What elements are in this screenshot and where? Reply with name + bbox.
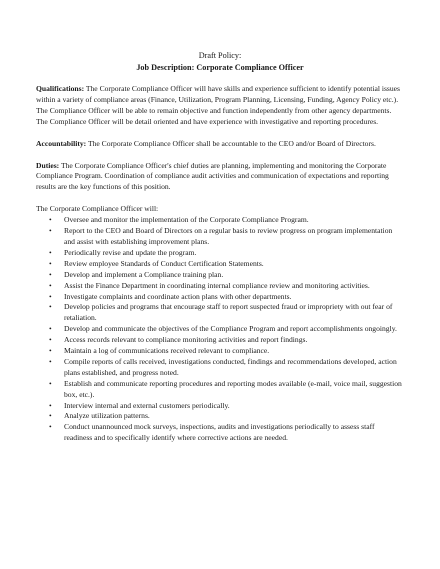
qualifications-section	[36, 84, 404, 128]
list-item-text: Investigate complaints and coordinate action plans with other departments.	[64, 291, 292, 301]
bullet-icon: •	[49, 422, 52, 432]
list-item	[36, 346, 404, 357]
list-item	[36, 422, 404, 444]
bullet-icon: •	[49, 411, 52, 421]
qualifications-label: Qualifications:	[36, 84, 85, 93]
bullet-icon: •	[49, 215, 52, 225]
list-item-text: Analyze utilization patterns.	[64, 411, 150, 421]
duties-section	[36, 161, 404, 194]
accountability-label: Accountability:	[36, 138, 87, 148]
bullet-icon: •	[49, 280, 52, 290]
list-item-text: Develop and implement a Compliance training plan.	[64, 269, 224, 279]
bullet-icon: •	[49, 269, 52, 279]
list-item	[36, 335, 404, 346]
duties-list-intro: The Corporate Compliance Officer will:	[36, 204, 159, 214]
bullet-icon: •	[49, 291, 52, 301]
bullet-icon: •	[49, 302, 52, 312]
list-item-text: Maintain a log of communications received relevant to compliance.	[64, 346, 270, 356]
duties-text: The Corporate Compliance Officer's chief duties are planning, implementing and monitoring the Corporate Compliance Program. Coordination of compliance audit activities and communication of expectations and reporting results are the key functions of this position.	[36, 160, 389, 192]
list-item	[36, 401, 404, 412]
list-item-text: Develop and communicate the objectives of the Compliance Program and report accomplishments ongoingly.	[64, 324, 397, 334]
document-body	[36, 50, 404, 444]
duties-label: Duties:	[36, 160, 60, 170]
list-item	[36, 248, 404, 259]
list-item	[36, 411, 404, 422]
list-item-text: Review employee Standards of Conduct Certification Statements.	[64, 258, 264, 268]
list-item-text: Oversee and monitor the implementation of the Corporate Compliance Program.	[64, 215, 309, 225]
list-item-text: Establish and communicate reporting procedures and reporting modes available (e-mail, voice mail, suggestion box, etc.).	[64, 378, 402, 399]
list-item-text: Assist the Finance Department in coordinating internal compliance review and monitoring activities.	[64, 280, 370, 290]
bullet-icon: •	[49, 400, 52, 410]
list-item-text: Develop policies and programs that encourage staff to report suspected fraud or impropriety with out fear of retaliation.	[64, 302, 393, 323]
document-header	[36, 50, 404, 73]
list-item	[36, 215, 404, 226]
list-item	[36, 292, 404, 303]
list-item	[36, 302, 404, 324]
list-item-text: Periodically revise and update the program.	[64, 247, 197, 257]
list-item	[36, 281, 404, 292]
bullet-icon: •	[49, 335, 52, 345]
list-item-text: Access records relevant to compliance monitoring activities and report findings.	[64, 335, 308, 345]
accountability-section	[36, 139, 404, 150]
list-item	[36, 324, 404, 335]
list-item-text: Report to the CEO and Board of Directors on a regular basis to review progress on program implementation and assist with establishing improvement plans.	[64, 226, 393, 246]
list-item	[36, 270, 404, 281]
list-item-text: Compile reports of calls received, investigations conducted, findings and recommendations developed, action plans established, and progress noted.	[64, 356, 397, 377]
job-title-heading: Job Description: Corporate Compliance Officer	[136, 62, 304, 72]
bullet-icon: •	[49, 258, 52, 268]
bullet-icon: •	[49, 346, 52, 356]
duties-list	[36, 215, 404, 444]
list-item-text: Interview internal and external customers periodically.	[64, 400, 230, 410]
bullet-icon: •	[49, 226, 52, 236]
list-item	[36, 259, 404, 270]
bullet-icon: •	[49, 324, 52, 334]
list-item	[36, 379, 404, 401]
bullet-icon: •	[49, 356, 52, 366]
draft-policy-label: Draft Policy:	[198, 51, 242, 60]
qualifications-text: The Corporate Compliance Officer will have skills and experience sufficient to identify potential issues within a variety of compliance areas (Finance, Utilization, Program Planning, Licensing, Funding, Agency Policy etc.). The Compliance Officer will be able to remain objective and function independently from other agency departments. The Compliance Officer will be detail oriented and have experience with investigative and reporting procedures.	[36, 84, 401, 126]
accountability-text: The Corporate Compliance Officer shall be accountable to the CEO and/or Board of Directors.	[86, 138, 376, 148]
list-item	[36, 226, 404, 248]
list-item	[36, 357, 404, 379]
bullet-icon: •	[49, 247, 52, 257]
bullet-icon: •	[49, 378, 52, 388]
list-item-text: Conduct unannounced mock surveys, inspections, audits and investigations periodically to assess staff readiness and to specifically identify where corrective actions are needed.	[64, 422, 375, 443]
